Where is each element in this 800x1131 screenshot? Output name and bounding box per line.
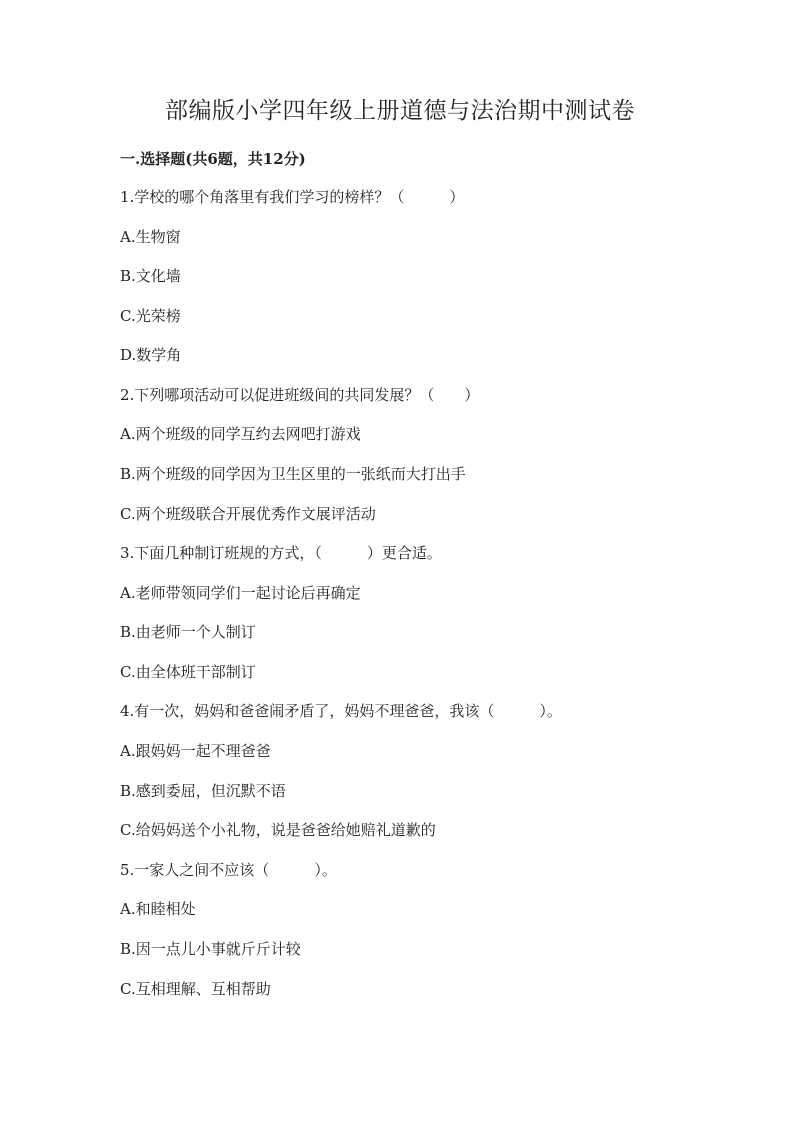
- question-4-option-c: C.给妈妈送个小礼物，说是爸爸给她赔礼道歉的: [120, 821, 436, 839]
- question-2-option-b: B.两个班级的同学因为卫生区里的一张纸而大打出手: [120, 465, 466, 483]
- question-5-option-c: C.互相理解、互相帮助: [120, 980, 271, 998]
- question-1-option-a: A.生物窗: [120, 228, 181, 246]
- exam-title: 部编版小学四年级上册道德与法治期中测试卷: [165, 98, 635, 124]
- question-1-stem: 1.学校的哪个角落里有我们学习的榜样？（ ）: [120, 188, 465, 206]
- question-2-stem: 2.下列哪项活动可以促进班级间的共同发展？（ ）: [120, 386, 480, 404]
- question-5-option-a: A.和睦相处: [120, 900, 196, 918]
- question-2-option-a: A.两个班级的同学互约去网吧打游戏: [120, 425, 361, 443]
- question-4-option-a: A.跟妈妈一起不理爸爸: [120, 742, 271, 760]
- question-3-option-a: A.老师带领同学们一起讨论后再确定: [120, 584, 361, 602]
- question-3-option-c: C.由全体班干部制订: [120, 663, 256, 681]
- question-3-stem: 3.下面几种制订班规的方式，（ ）更合适。: [120, 544, 442, 562]
- question-1-option-c: C.光荣榜: [120, 307, 181, 325]
- question-4-option-b: B.感到委屈，但沉默不语: [120, 782, 286, 800]
- question-4-stem: 4.有一次，妈妈和爸爸闹矛盾了，妈妈不理爸爸，我该（ ）。: [120, 702, 562, 720]
- question-1-option-d: D.数学角: [120, 346, 182, 364]
- question-3-option-b: B.由老师一个人制订: [120, 623, 256, 641]
- question-5-stem: 5.一家人之间不应该（ ）。: [120, 861, 337, 879]
- question-5-option-b: B.因一点儿小事就斤斤计较: [120, 940, 301, 958]
- section-heading: 一.选择题(共6题，共12分): [120, 150, 306, 168]
- question-2-option-c: C.两个班级联合开展优秀作文展评活动: [120, 505, 376, 523]
- question-1-option-b: B.文化墙: [120, 267, 181, 285]
